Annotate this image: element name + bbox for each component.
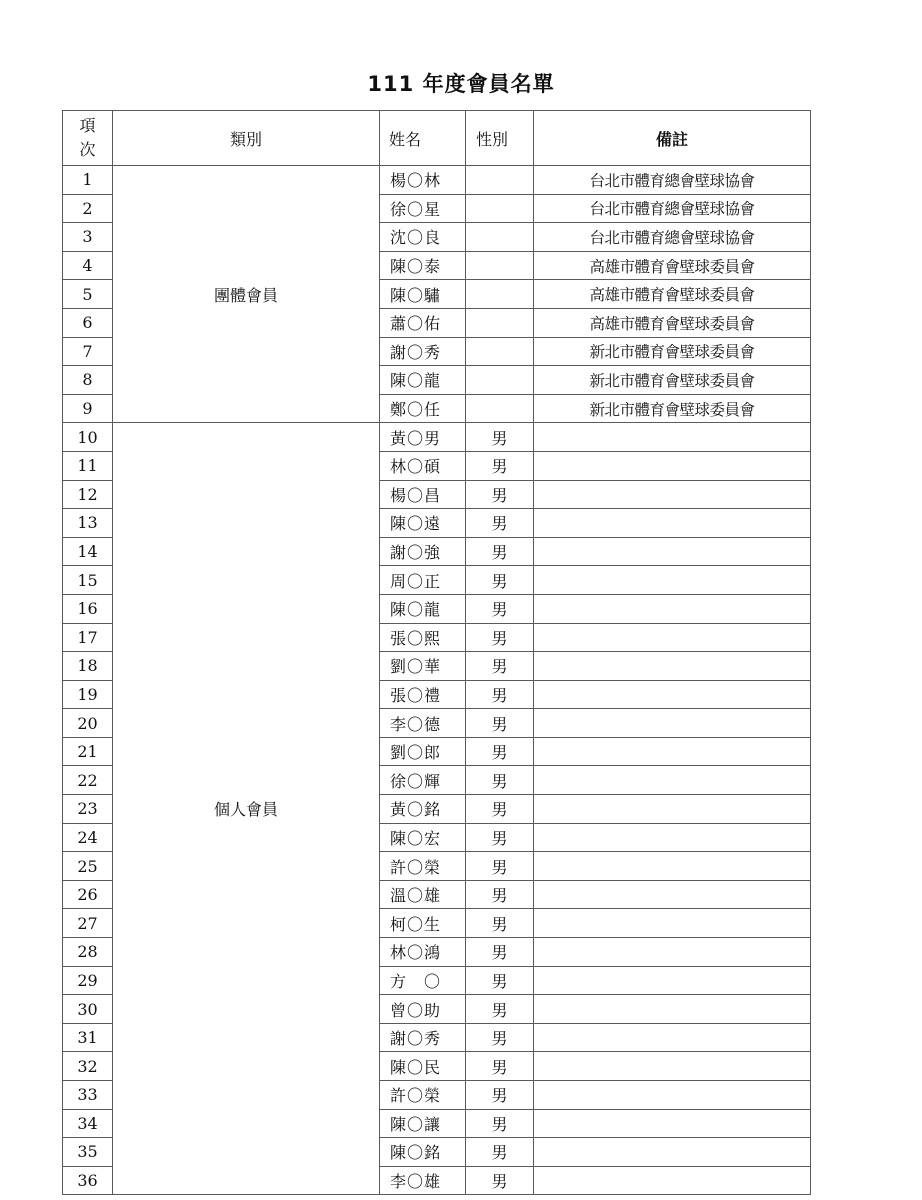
item-number-cell: 10 — [63, 423, 113, 452]
name-cell: 徐〇星 — [380, 194, 466, 223]
gender-cell: 男 — [466, 823, 534, 852]
remark-cell: 新北市體育會壁球委員會 — [534, 366, 811, 395]
header-category: 類別 — [113, 111, 380, 166]
gender-cell: 男 — [466, 1081, 534, 1110]
header-item-number-line1: 項 — [79, 116, 96, 135]
item-number-cell: 5 — [63, 280, 113, 309]
remark-cell — [534, 509, 811, 538]
gender-cell: 男 — [466, 451, 534, 480]
name-cell: 許〇榮 — [380, 852, 466, 881]
item-number-cell: 23 — [63, 795, 113, 824]
remark-cell — [534, 766, 811, 795]
remark-cell — [534, 1109, 811, 1138]
name-cell: 謝〇秀 — [380, 1023, 466, 1052]
name-cell: 劉〇郎 — [380, 737, 466, 766]
remark-cell — [534, 823, 811, 852]
gender-cell: 男 — [466, 938, 534, 967]
gender-cell: 男 — [466, 1023, 534, 1052]
remark-cell — [534, 795, 811, 824]
item-number-cell: 20 — [63, 709, 113, 738]
gender-cell: 男 — [466, 737, 534, 766]
gender-cell: 男 — [466, 995, 534, 1024]
remark-cell — [534, 680, 811, 709]
item-number-cell: 31 — [63, 1023, 113, 1052]
remark-cell — [534, 451, 811, 480]
remark-cell — [534, 594, 811, 623]
name-cell: 陳〇讓 — [380, 1109, 466, 1138]
gender-cell: 男 — [466, 966, 534, 995]
gender-cell — [466, 194, 534, 223]
remark-cell — [534, 623, 811, 652]
gender-cell: 男 — [466, 1138, 534, 1167]
gender-cell: 男 — [466, 1052, 534, 1081]
remark-cell — [534, 566, 811, 595]
remark-cell: 新北市體育會壁球委員會 — [534, 394, 811, 423]
gender-cell — [466, 251, 534, 280]
remark-cell: 高雄市體育會壁球委員會 — [534, 308, 811, 337]
name-cell: 陳〇遠 — [380, 509, 466, 538]
name-cell: 張〇熙 — [380, 623, 466, 652]
item-number-cell: 32 — [63, 1052, 113, 1081]
remark-cell — [534, 909, 811, 938]
item-number-cell: 6 — [63, 308, 113, 337]
gender-cell — [466, 308, 534, 337]
item-number-cell: 19 — [63, 680, 113, 709]
remark-cell — [534, 480, 811, 509]
item-number-cell: 24 — [63, 823, 113, 852]
remark-cell — [534, 652, 811, 681]
name-cell: 曾〇助 — [380, 995, 466, 1024]
table-row — [63, 166, 811, 195]
remark-cell — [534, 852, 811, 881]
gender-cell: 男 — [466, 880, 534, 909]
gender-cell: 男 — [466, 795, 534, 824]
gender-cell: 男 — [466, 1109, 534, 1138]
name-cell: 柯〇生 — [380, 909, 466, 938]
remark-cell: 台北市體育總會壁球協會 — [534, 194, 811, 223]
gender-cell: 男 — [466, 594, 534, 623]
remark-cell: 高雄市體育會壁球委員會 — [534, 251, 811, 280]
gender-cell — [466, 366, 534, 395]
item-number-cell: 1 — [63, 166, 113, 195]
item-number-cell: 17 — [63, 623, 113, 652]
item-number-cell: 16 — [63, 594, 113, 623]
name-cell: 陳〇宏 — [380, 823, 466, 852]
category-cell: 團體會員 — [113, 166, 380, 423]
header-gender: 性別 — [466, 111, 534, 166]
remark-cell — [534, 1081, 811, 1110]
name-cell: 李〇雄 — [380, 1166, 466, 1195]
gender-cell — [466, 166, 534, 195]
item-number-cell: 30 — [63, 995, 113, 1024]
item-number-cell: 22 — [63, 766, 113, 795]
item-number-cell: 18 — [63, 652, 113, 681]
name-cell: 沈〇良 — [380, 223, 466, 252]
name-cell: 陳〇泰 — [380, 251, 466, 280]
gender-cell — [466, 337, 534, 366]
name-cell: 鄭〇任 — [380, 394, 466, 423]
item-number-cell: 25 — [63, 852, 113, 881]
gender-cell — [466, 394, 534, 423]
table-header — [63, 111, 811, 166]
gender-cell: 男 — [466, 852, 534, 881]
gender-cell: 男 — [466, 909, 534, 938]
name-cell: 謝〇秀 — [380, 337, 466, 366]
gender-cell — [466, 223, 534, 252]
document-title: 111 年度會員名單 — [367, 72, 555, 96]
remark-cell: 台北市體育總會壁球協會 — [534, 166, 811, 195]
name-cell: 陳〇銘 — [380, 1138, 466, 1167]
remark-cell — [534, 1023, 811, 1052]
remark-cell — [534, 1052, 811, 1081]
item-number-cell: 34 — [63, 1109, 113, 1138]
item-number-cell: 2 — [63, 194, 113, 223]
name-cell: 黃〇男 — [380, 423, 466, 452]
table-row — [63, 423, 811, 452]
item-number-cell: 3 — [63, 223, 113, 252]
name-cell: 徐〇輝 — [380, 766, 466, 795]
remark-cell — [534, 737, 811, 766]
gender-cell: 男 — [466, 566, 534, 595]
name-cell: 林〇碩 — [380, 451, 466, 480]
header-name: 姓名 — [380, 111, 466, 166]
name-cell: 陳〇驌 — [380, 280, 466, 309]
item-number-cell: 11 — [63, 451, 113, 480]
item-number-cell: 28 — [63, 938, 113, 967]
item-number-cell: 9 — [63, 394, 113, 423]
header-item-number — [63, 111, 113, 166]
name-cell: 蕭〇佑 — [380, 308, 466, 337]
name-cell: 方 〇 — [380, 966, 466, 995]
name-cell: 楊〇林 — [380, 166, 466, 195]
remark-cell — [534, 880, 811, 909]
gender-cell: 男 — [466, 509, 534, 538]
gender-cell: 男 — [466, 623, 534, 652]
name-cell: 張〇禮 — [380, 680, 466, 709]
item-number-cell: 35 — [63, 1138, 113, 1167]
gender-cell: 男 — [466, 480, 534, 509]
item-number-cell: 36 — [63, 1166, 113, 1195]
name-cell: 周〇正 — [380, 566, 466, 595]
item-number-cell: 13 — [63, 509, 113, 538]
remark-cell — [534, 1166, 811, 1195]
name-cell: 楊〇昌 — [380, 480, 466, 509]
item-number-cell: 8 — [63, 366, 113, 395]
remark-cell: 台北市體育總會壁球協會 — [534, 223, 811, 252]
item-number-cell: 26 — [63, 880, 113, 909]
remark-cell — [534, 1138, 811, 1167]
remark-cell: 新北市體育會壁球委員會 — [534, 337, 811, 366]
item-number-cell: 7 — [63, 337, 113, 366]
gender-cell: 男 — [466, 680, 534, 709]
item-number-cell: 27 — [63, 909, 113, 938]
item-number-cell: 29 — [63, 966, 113, 995]
name-cell: 李〇德 — [380, 709, 466, 738]
name-cell: 陳〇龍 — [380, 594, 466, 623]
header-row — [63, 111, 811, 166]
remark-cell — [534, 938, 811, 967]
item-number-cell: 4 — [63, 251, 113, 280]
name-cell: 陳〇龍 — [380, 366, 466, 395]
item-number-cell: 12 — [63, 480, 113, 509]
item-number-cell: 33 — [63, 1081, 113, 1110]
remark-cell — [534, 423, 811, 452]
member-roster-table — [62, 110, 811, 1195]
name-cell: 陳〇民 — [380, 1052, 466, 1081]
gender-cell: 男 — [466, 652, 534, 681]
item-number-cell: 21 — [63, 737, 113, 766]
item-number-cell: 15 — [63, 566, 113, 595]
header-item-number-line2: 次 — [79, 140, 96, 159]
table-body — [63, 166, 811, 1195]
header-remark: 備註 — [534, 111, 811, 166]
gender-cell: 男 — [466, 1166, 534, 1195]
name-cell: 劉〇華 — [380, 652, 466, 681]
name-cell: 謝〇強 — [380, 537, 466, 566]
item-number-cell: 14 — [63, 537, 113, 566]
remark-cell — [534, 966, 811, 995]
gender-cell: 男 — [466, 537, 534, 566]
remark-cell — [534, 709, 811, 738]
remark-cell — [534, 537, 811, 566]
name-cell: 許〇榮 — [380, 1081, 466, 1110]
name-cell: 黃〇銘 — [380, 795, 466, 824]
gender-cell: 男 — [466, 423, 534, 452]
gender-cell: 男 — [466, 709, 534, 738]
remark-cell: 高雄市體育會壁球委員會 — [534, 280, 811, 309]
gender-cell: 男 — [466, 766, 534, 795]
gender-cell — [466, 280, 534, 309]
name-cell: 溫〇雄 — [380, 880, 466, 909]
name-cell: 林〇鴻 — [380, 938, 466, 967]
remark-cell — [534, 995, 811, 1024]
category-cell: 個人會員 — [113, 423, 380, 1195]
